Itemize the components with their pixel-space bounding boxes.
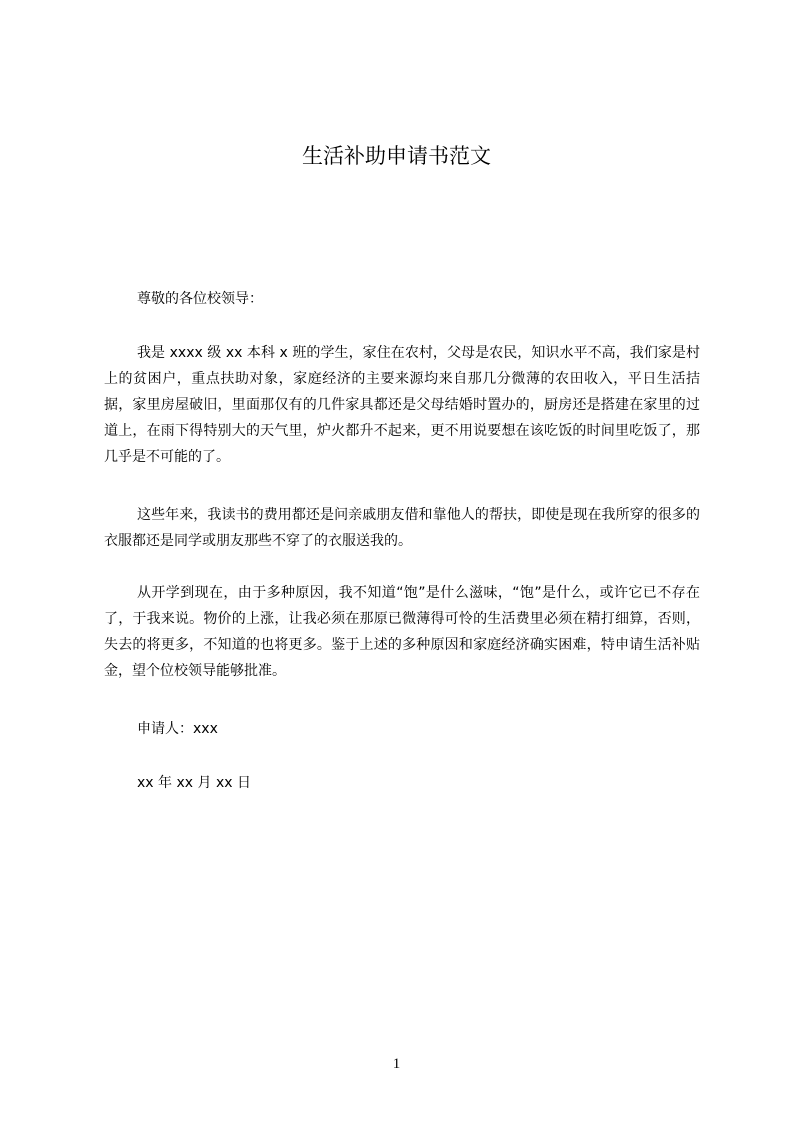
salutation: 尊敬的各位校领导： <box>137 291 263 307</box>
date-line: xx 年 xx 月 xx 日 <box>137 775 251 791</box>
paragraph-family-situation: 我是 xxxx 级 xx 本科 x 班的学生，家住在农村，父母是农民，知识水平不高，我们家是村上的贫困户，重点扶助对象，家庭经济的主要来源均来自那几分微薄的农田收入，平日生活拮据，家里房屋破旧，里面那仅有的几件家具都还是父母结婚时置办的，厨房还是搭建在家里的过道上，在雨下得特别大的天气里，炉火都升不起来，更不用说要想在该吃饭的时间里吃饭了，那几乎是不可能的了。 <box>104 345 700 465</box>
paragraph-request: 从开学到现在，由于多种原因，我不知道“饱”是什么滋味，“饱”是什么，或许它已不存在了，于我来说。物价的上涨，让我必须在那原已微薄得可怜的生活费里必须在精打细算，否则，失去的将更多，不知道的也将更多。鉴于上述的多种原因和家庭经济确实困难，特申请生活补贴金，望个位校领导能够批准。 <box>104 585 700 679</box>
page-number: 1 <box>392 1056 401 1072</box>
document-title: 生活补助申请书范文 <box>302 144 491 168</box>
paragraph-school-expenses: 这些年来，我读书的费用都还是问亲戚朋友借和靠他人的帮扶，即使是现在我所穿的很多的衣服都还是同学或朋友那些不穿了的衣服送我的。 <box>104 507 700 549</box>
applicant-line: 申请人：xxx <box>137 721 218 737</box>
